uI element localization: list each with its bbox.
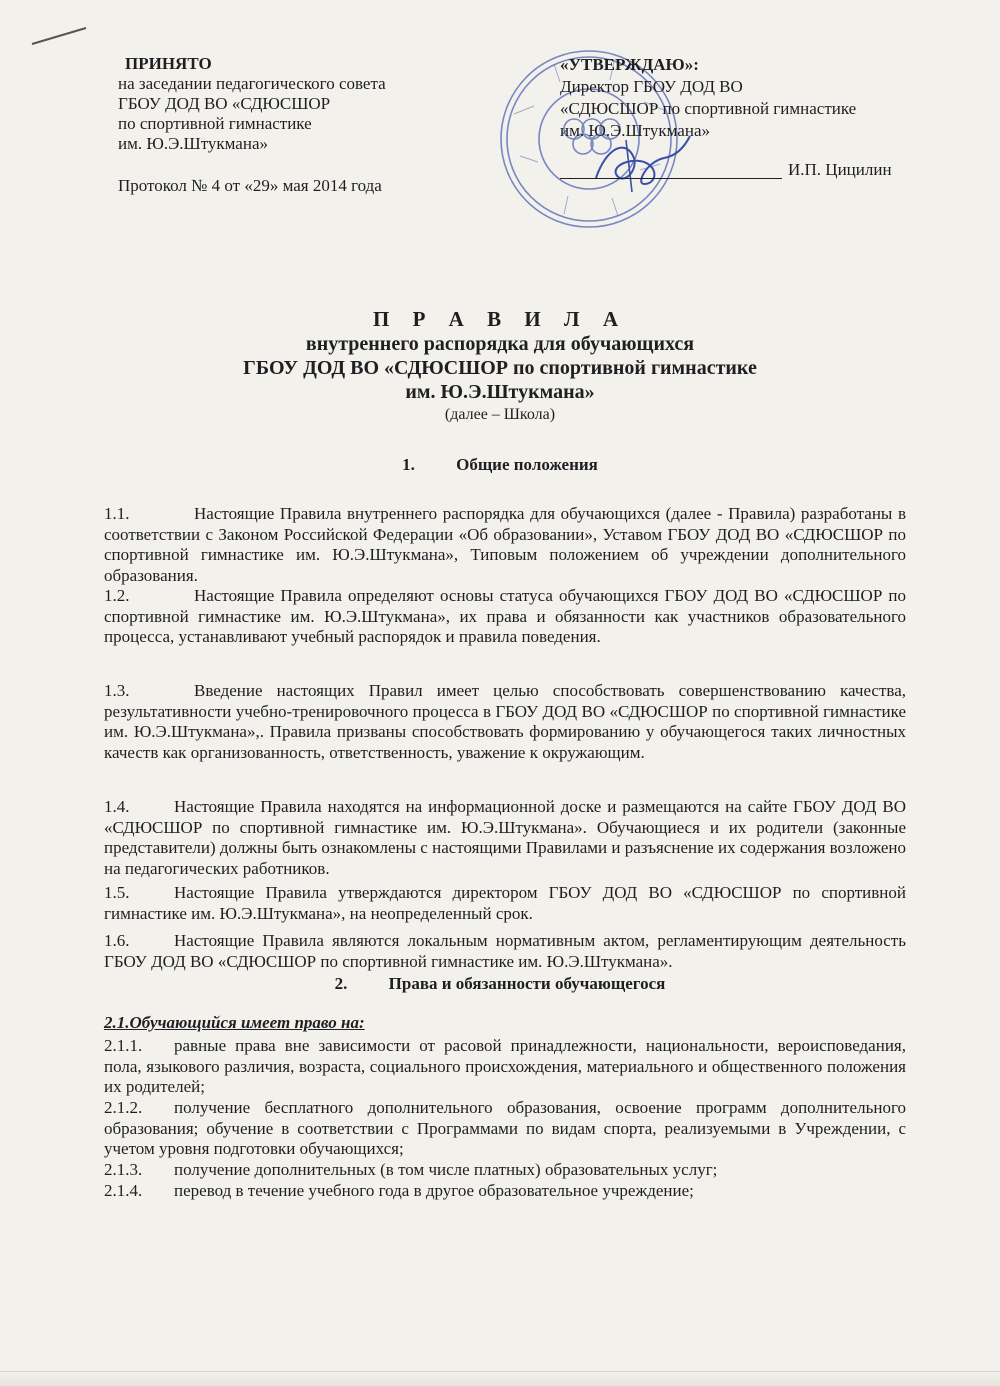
paragraph-text: Введение настоящих Правил имеет целью способствовать совершенствованию качества, результативности учебно-тренировочного процесса в ГБОУ ДОД ВО «СДЮСШОР по спортивной гимнастике им. Ю.Э.Штукмана»,. Правила призваны способствовать формированию у обучающегося таких личностных качеств как организованность, ответственность, уважение к окружающим. — [104, 681, 906, 762]
section-number: 1. — [402, 455, 415, 474]
approved-line: Директор ГБОУ ДОД ВО — [560, 77, 743, 96]
paragraph-text: Настоящие Правила определяют основы статуса обучающихся ГБОУ ДОД ВО «СДЮСШОР по спортивной гимнастике им. Ю.Э.Штукмана», их права и обязанности как участников образовательного процесса, устанавливают учебный распорядок и правила поведения. — [104, 586, 906, 646]
accepted-line: по спортивной гимнастике — [118, 114, 312, 133]
item-text: получение бесплатного дополнительного образования, освоение программ дополнительного образования; обучение в соответствии с Программами по видам спорта, реализуемыми в Учреждении, с учетом уровня подготовки обучающихся; — [104, 1098, 906, 1158]
paragraph — [104, 797, 906, 879]
item-number: 2.1.2. — [104, 1098, 143, 1117]
item-number: 2.1.1. — [104, 1036, 143, 1055]
section-heading — [0, 455, 1000, 475]
document-subtitle: ГБОУ ДОД ВО «СДЮСШОР по спортивной гимнастике — [243, 357, 757, 379]
item-number: 2.1.4. — [104, 1181, 143, 1200]
pen-scratch-mark — [30, 24, 90, 48]
paragraph — [104, 586, 906, 648]
document-abbreviation-note: (далее – Школа) — [444, 406, 556, 423]
approved-heading: «УТВЕРЖДАЮ»: — [560, 55, 699, 74]
paragraph-text: Настоящие Правила утверждаются директором ГБОУ ДОД ВО «СДЮСШОР по спортивной гимнастике им. Ю.Э.Штукмана», на неопределенный срок. — [104, 883, 906, 923]
item-text: равные права вне зависимости от расовой принадлежности, национальности, вероисповедания, пола, языкового различия, возраста, социального происхождения, материального и общественного положения их родителей; — [104, 1036, 906, 1096]
item-number: 2.1.3. — [104, 1160, 143, 1179]
approved-line: «СДЮСШОР по спортивной гимнастике — [560, 99, 857, 118]
document-title-block — [0, 306, 1000, 426]
paragraph-number: 1.5. — [104, 883, 130, 902]
list-item — [104, 1181, 906, 1202]
signature-line-row — [560, 159, 892, 181]
accepted-line: им. Ю.Э.Штукмана» — [118, 134, 268, 153]
section-title: Общие положения — [456, 455, 598, 474]
document-title: П Р А В И Л А — [373, 307, 627, 331]
paragraph — [104, 681, 906, 763]
paragraph — [104, 931, 906, 972]
accepted-heading: ПРИНЯТО — [125, 54, 212, 73]
document-subtitle: им. Ю.Э.Штукмана» — [405, 381, 595, 403]
paragraph-text: Настоящие Правила находятся на информационной доске и размещаются на сайте ГБОУ ДОД ВО «СДЮСШОР по спортивной гимнастике им. Ю.Э.Штукмана». Обучающиеся и их родители (законные представители) должны быть ознакомлены с настоящими Правилами и разъяснение их содержания возложено на педагогических работников. — [104, 797, 906, 878]
paragraph — [104, 504, 906, 586]
section-heading — [0, 974, 1000, 994]
paragraph-text: Настоящие Правила внутреннего распорядка для обучающихся (далее - Правила) разработаны в соответствии с Законом Российской Федерации «Об образовании», Уставом ГБОУ ДОД ВО «СДЮСШОР по спортивной гимнастике им. Ю.Э.Штукмана», Типовым положением об учреждении дополнительного образования. — [104, 504, 906, 585]
accepted-line: на заседании педагогического совета — [118, 74, 386, 93]
paragraph-text: Настоящие Правила являются локальным нормативным актом, регламентирующим деятельность ГБОУ ДОД ВО «СДЮСШОР по спортивной гимнастике им. Ю.Э.Штукмана». — [104, 931, 906, 971]
signatory-name: И.П. Цицилин — [788, 160, 892, 179]
signature-underline — [560, 178, 782, 179]
item-text: перевод в течение учебного года в другое образовательное учреждение; — [174, 1181, 694, 1200]
paragraph-number: 1.1. — [104, 504, 130, 523]
paragraph-number: 1.2. — [104, 586, 130, 605]
list-item — [104, 1036, 906, 1098]
paragraph-number: 1.4. — [104, 797, 130, 816]
scan-bottom-edge — [0, 1371, 1000, 1386]
approval-accepted-block — [118, 54, 386, 196]
approval-approved-block — [560, 54, 892, 181]
approved-line: им. Ю.Э.Штукмана» — [560, 121, 710, 140]
paragraph-number: 1.3. — [104, 681, 130, 700]
list-item — [104, 1160, 906, 1181]
protocol-line: Протокол № 4 от «29» мая 2014 года — [118, 176, 382, 195]
accepted-line: ГБОУ ДОД ВО «СДЮСШОР — [118, 94, 331, 113]
subsection-heading: 2.1.Обучающийся имеет право на: — [104, 1013, 365, 1032]
paragraph — [104, 883, 906, 924]
document-subtitle: внутреннего распорядка для обучающихся — [305, 333, 695, 355]
list-item — [104, 1098, 906, 1160]
section-title: Права и обязанности обучающегося — [388, 974, 666, 993]
section-number: 2. — [334, 974, 348, 993]
item-text: получение дополнительных (в том числе платных) образовательных услуг; — [174, 1160, 718, 1179]
paragraph-number: 1.6. — [104, 931, 130, 950]
